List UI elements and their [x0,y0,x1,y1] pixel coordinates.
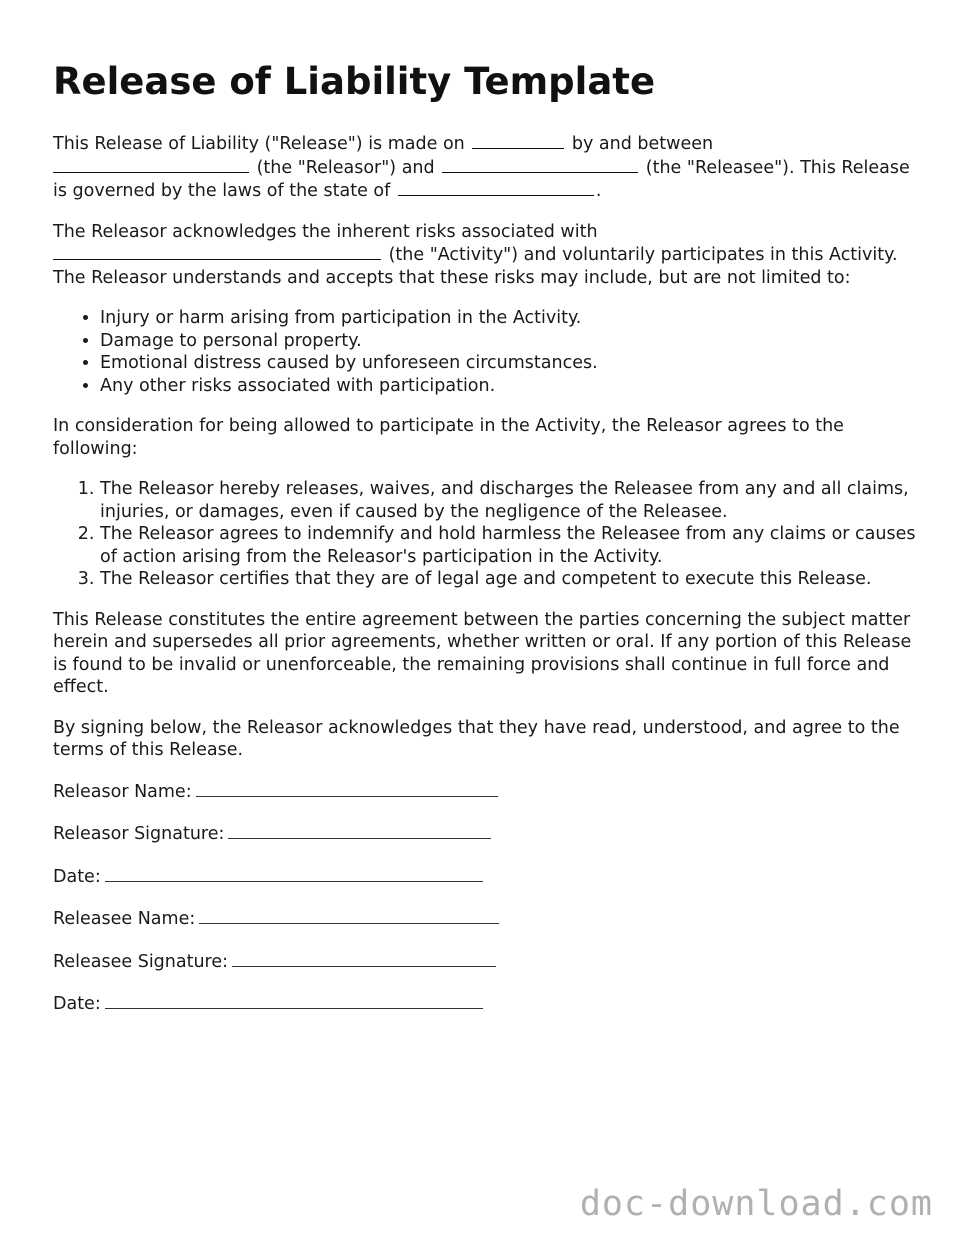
releasor-signature-row [53,822,923,846]
releasor-date-row [53,865,923,889]
releasor-date-field[interactable] [105,865,483,882]
intro-text-2: by and between [571,134,714,155]
releasor-name-label: Releasor Name: [53,781,192,802]
releasee-name-label: Releasee Name: [53,909,196,930]
releasee-name-row [53,907,923,931]
intro-paragraph [53,132,923,203]
releasee-signature-label: Releasee Signature: [53,951,229,972]
risks-text-2: (the "Activity") and voluntarily participates in this Activity. The Releasor understands and accepts that these risks may include, but are not limited to: [53,245,898,288]
state-blank[interactable] [398,179,594,196]
intro-text-3: (the "Releasor") and [256,157,435,178]
releasor-name-field[interactable] [196,780,498,797]
risks-paragraph [53,221,923,290]
releasee-date-row [53,992,923,1016]
activity-blank[interactable] [53,243,381,260]
releasor-signature-label: Releasor Signature: [53,824,225,845]
document-page [53,60,923,1035]
intro-text-4: (the "Releasee"). This Release is governed by the laws of the state of [53,157,910,202]
date-made-blank[interactable] [472,132,564,149]
intro-text-1: This Release of Liability ("Release") is made on [53,134,465,155]
watermark-text: doc-download.com [579,1184,933,1224]
releasee-blank[interactable] [442,156,638,173]
agreement-list [53,478,923,591]
acknowledgement-paragraph: By signing below, the Releasor acknowledges that they have read, understood, and agree to the terms of this Release. [53,717,900,761]
list-item: 2. The Releasor agrees to indemnify and hold harmless the Releasee from any claims or causes of action arising from the Releasor's participation in the Activity. [100,523,923,568]
list-item: • Damage to personal property. [100,330,923,353]
releasee-name-field[interactable] [199,907,499,924]
consideration-paragraph: In consideration for being allowed to participate in the Activity, the Releasor agrees to the following: [53,416,844,459]
risks-text-1: The Releasor acknowledges the inherent risks associated with [53,221,598,242]
releasee-date-label: Date: [53,994,101,1015]
releasee-signature-row [53,950,923,974]
intro-text-5: . [595,181,602,202]
document-title: Release of Liability Template [53,60,656,103]
list-item: 3. The Releasor certifies that they are of legal age and competent to execute this Release. [100,568,923,591]
list-item: • Any other risks associated with participation. [100,375,923,398]
releasee-date-field[interactable] [105,992,483,1009]
entire-agreement-paragraph: This Release constitutes the entire agreement between the parties concerning the subject matter herein and supersedes all prior agreements, whether written or oral. If any portion of this Release is found to be invalid or unenforceable, the remaining provisions shall continue in full force and effect. [53,609,912,698]
releasor-blank[interactable] [53,156,249,173]
list-item: 1. The Releasor hereby releases, waives, and discharges the Releasee from any and all claims, injuries, or damages, even if caused by the negligence of the Releasee. [100,478,923,523]
releasor-date-label: Date: [53,866,101,887]
risks-list [53,307,923,397]
list-item: • Injury or harm arising from participation in the Activity. [100,307,923,330]
releasor-signature-field[interactable] [228,822,491,839]
list-item: • Emotional distress caused by unforeseen circumstances. [100,352,923,375]
releasee-signature-field[interactable] [232,950,496,967]
releasor-name-row [53,780,923,804]
